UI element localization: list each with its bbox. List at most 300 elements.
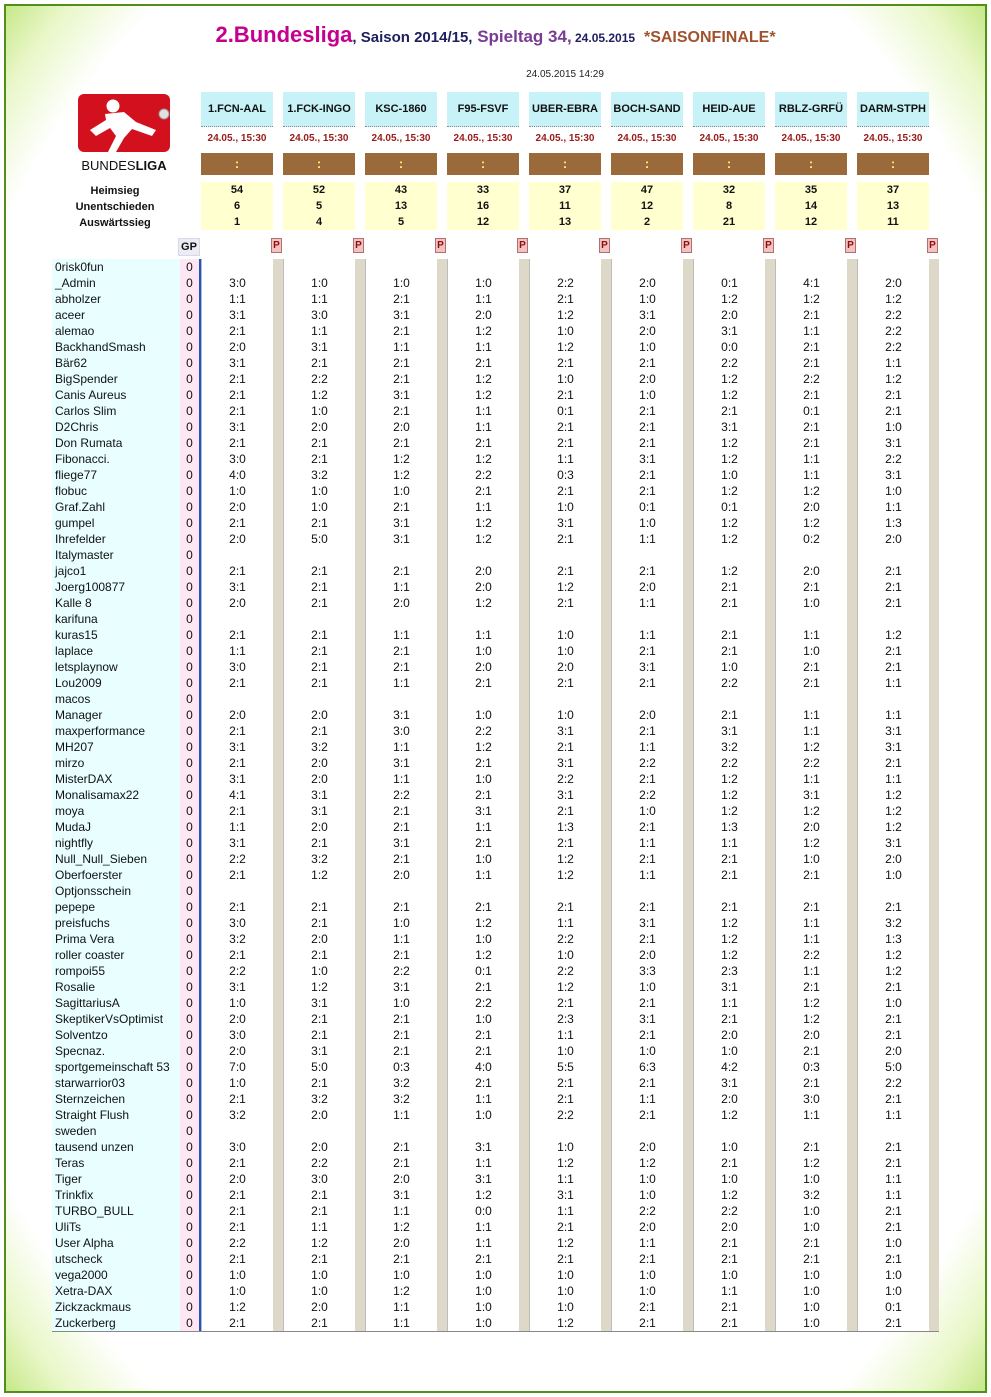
player-gp: 0: [186, 420, 193, 434]
tip-cell: 2:2: [229, 852, 246, 866]
player-name: Canis Aureus: [55, 388, 127, 402]
tip-cell: 2:1: [803, 1076, 820, 1090]
tip-cell: 2:1: [721, 1300, 738, 1314]
tip-cell: 1:2: [721, 948, 738, 962]
player-name: karifuna: [55, 612, 98, 626]
player-name: letsplaynow: [55, 660, 118, 674]
tip-cell: 2:1: [229, 404, 246, 418]
match-label[interactable]: HEID-AUE: [693, 92, 765, 127]
tip-cell: 2:2: [475, 724, 492, 738]
tip-cell: 2:1: [639, 1108, 656, 1122]
tip-cell: 1:2: [475, 596, 492, 610]
tip-cell: 1:2: [803, 1012, 820, 1026]
stat-label-home: Heimsieg: [90, 185, 140, 197]
points-button[interactable]: P: [927, 238, 938, 253]
player-name: rompoi55: [55, 964, 106, 978]
tip-cell: 2:1: [475, 788, 492, 802]
tip-cell: 2:1: [557, 900, 574, 914]
tip-cell: 2:1: [721, 628, 738, 642]
tip-cell: 1:0: [885, 1236, 902, 1250]
tip-cell: 2:2: [885, 308, 902, 322]
timestamp: 24.05.2015 14:29: [526, 69, 604, 80]
tip-cell: 0:1: [639, 500, 656, 514]
tip-cell: 2:0: [229, 708, 246, 722]
tip-cell: 3:0: [229, 916, 246, 930]
tip-cell: 0:3: [393, 1060, 410, 1074]
tip-cell: 2:1: [721, 708, 738, 722]
tip-cell: 2:1: [885, 404, 902, 418]
points-button[interactable]: P: [271, 238, 282, 253]
player-gp-column: [180, 259, 199, 1332]
player-gp: 0: [186, 708, 193, 722]
stat-label-away: Auswärtssieg: [79, 217, 151, 229]
tip-cell: 3:1: [229, 580, 246, 594]
player-name: vega2000: [55, 1268, 108, 1282]
tip-cell: 2:1: [803, 388, 820, 402]
match-draw-count: 13: [394, 200, 408, 212]
tip-cell: 2:1: [393, 324, 410, 338]
points-column-8: [929, 259, 939, 1332]
tip-cell: 1:0: [475, 644, 492, 658]
match-draw-count: 11: [559, 200, 571, 212]
tip-cell: 1:2: [721, 436, 738, 450]
tip-cell: [284, 883, 355, 899]
tip-cell: 1:3: [885, 516, 902, 530]
tip-cell: 1:1: [393, 772, 410, 786]
player-gp: 0: [186, 980, 193, 994]
tip-cell: 1:0: [639, 292, 656, 306]
tip-cell: 1:2: [721, 388, 738, 402]
tip-cell: 2:1: [885, 1092, 902, 1106]
tip-cell: 2:0: [229, 1172, 246, 1186]
tip-cell: [694, 691, 765, 707]
grid-bottom-border: [52, 1331, 939, 1332]
tip-cell: 2:1: [229, 756, 246, 770]
points-column-5: [683, 259, 693, 1332]
player-name: Fibonacci.: [55, 452, 110, 466]
tip-cell: 1:0: [475, 1108, 492, 1122]
tip-cell: 2:1: [475, 484, 492, 498]
tip-cell: 3:1: [721, 980, 738, 994]
tip-cell: 2:1: [229, 676, 246, 690]
tip-cell: [448, 691, 519, 707]
player-gp: 0: [186, 1188, 193, 1202]
match-draw-count: 14: [804, 200, 818, 212]
tip-cell: 2:2: [475, 468, 492, 482]
tip-cell: 2:1: [229, 1220, 246, 1234]
tip-cell: 1:2: [885, 628, 902, 642]
tip-cell: 4:2: [721, 1060, 738, 1074]
tip-cell: 2:0: [885, 276, 902, 290]
tip-cell: 1:0: [803, 1220, 820, 1234]
tip-cell: 2:1: [639, 468, 656, 482]
tip-cell: 1:2: [803, 484, 820, 498]
tip-cell: 3:1: [639, 660, 656, 674]
tip-cell: [776, 259, 847, 275]
tip-cell: [612, 691, 683, 707]
tip-cell: 1:1: [803, 708, 820, 722]
tip-cell: [694, 883, 765, 899]
tip-cell: 2:1: [311, 916, 328, 930]
tip-cell: 2:1: [639, 676, 656, 690]
tip-cell: 1:1: [475, 340, 492, 354]
match-away-count: 1: [233, 216, 241, 228]
tip-cell: 1:1: [803, 452, 820, 466]
gp-header: GP: [178, 238, 200, 256]
tip-cell: 0:1: [557, 404, 574, 418]
tip-cell: 2:2: [557, 276, 574, 290]
tip-cell: 2:1: [475, 836, 492, 850]
points-column-3: [519, 259, 529, 1332]
tip-cell: 2:2: [885, 1076, 902, 1090]
tip-cell: 1:0: [803, 852, 820, 866]
tip-cell: 2:0: [639, 948, 656, 962]
tip-cell: 2:3: [557, 1012, 574, 1026]
tip-cell: 2:1: [311, 1028, 328, 1042]
tip-cell: 2:0: [393, 1172, 410, 1186]
player-gp: 0: [186, 868, 193, 882]
tip-cell: 2:1: [721, 644, 738, 658]
tip-cell: 1:2: [475, 948, 492, 962]
tip-cell: 3:1: [803, 788, 820, 802]
tip-cell: 1:1: [475, 1220, 492, 1234]
tip-cell: 2:2: [885, 452, 902, 466]
player-name: UliTs: [55, 1220, 81, 1234]
tip-cell: 3:1: [311, 788, 328, 802]
tip-cell: 1:1: [475, 1156, 492, 1170]
match-home-count: 37: [558, 184, 572, 196]
tip-cell: 1:0: [639, 516, 656, 530]
points-button[interactable]: P: [599, 238, 610, 253]
tip-cell: 1:0: [885, 1268, 902, 1282]
tip-cell: [202, 883, 273, 899]
match-away-count: 4: [315, 216, 323, 228]
tip-cell: 2:1: [885, 1220, 902, 1234]
tip-cell: 2:1: [557, 436, 574, 450]
tip-cell: 1:0: [475, 852, 492, 866]
tip-cell: 1:2: [557, 868, 574, 882]
logo-text-bold: LIGA: [135, 158, 167, 173]
tip-cell: 2:1: [393, 852, 410, 866]
tip-cell: 1:0: [639, 1044, 656, 1058]
player-name: SkeptikerVsOptimist: [55, 1012, 164, 1026]
player-name: utscheck: [55, 1252, 103, 1266]
tip-cell: 2:1: [393, 644, 410, 658]
tip-cell: 2:2: [393, 788, 410, 802]
title-season: Saison 2014/15,: [360, 29, 473, 46]
points-button[interactable]: P: [517, 238, 528, 253]
points-button[interactable]: P: [681, 238, 692, 253]
tip-cell: 1:2: [557, 580, 574, 594]
tip-cell: 2:0: [311, 1140, 328, 1154]
tip-cell: 2:1: [803, 868, 820, 882]
tip-cell: [448, 547, 519, 563]
tip-cell: 0:3: [557, 468, 574, 482]
tip-cell: 2:1: [311, 596, 328, 610]
tips-grid: [201, 259, 939, 1332]
match-away-count: 12: [804, 216, 818, 228]
player-name: Sternzeichen: [55, 1092, 126, 1106]
tip-cell: 2:1: [229, 324, 246, 338]
points-button[interactable]: P: [845, 238, 856, 253]
match-label[interactable]: 1.FCN-AAL: [201, 92, 273, 127]
tip-cell: 2:1: [639, 484, 656, 498]
tip-cell: 3:2: [393, 1092, 410, 1106]
tip-cell: 2:1: [803, 900, 820, 914]
player-gp: 0: [186, 308, 193, 322]
tip-cell: 2:1: [311, 564, 328, 578]
tip-cell: 1:0: [803, 1172, 820, 1186]
tip-cell: 2:1: [557, 420, 574, 434]
match-label[interactable]: RBLZ-GRFÜ: [775, 92, 847, 127]
player-name: Zuckerberg: [55, 1316, 116, 1330]
tip-cell: [776, 691, 847, 707]
points-button[interactable]: P: [435, 238, 446, 253]
player-gp: 0: [186, 996, 193, 1010]
tip-cell: 1:1: [639, 1236, 656, 1250]
tips-column-3: [447, 259, 519, 1332]
match-label[interactable]: DARM-STPH: [857, 92, 929, 127]
tip-cell: 2:1: [311, 836, 328, 850]
tip-cell: 2:1: [475, 356, 492, 370]
player-name: aceer: [55, 308, 86, 322]
tip-cell: [694, 547, 765, 563]
tip-cell: 2:2: [393, 964, 410, 978]
match-datetime: 24.05., 15:30: [775, 128, 847, 150]
tip-cell: 2:0: [229, 1012, 246, 1026]
tip-cell: 2:0: [311, 772, 328, 786]
tip-cell: 1:2: [885, 372, 902, 386]
player-name: Oberfoerster: [55, 868, 123, 882]
player-name: Lou2009: [55, 676, 102, 690]
tip-cell: 0:1: [721, 276, 738, 290]
tip-cell: 2:1: [311, 436, 328, 450]
tip-cell: 2:1: [639, 724, 656, 738]
tip-cell: 6:3: [639, 1060, 656, 1074]
tip-cell: 3:1: [885, 436, 902, 450]
tip-cell: 2:1: [803, 356, 820, 370]
player-gp: 0: [186, 644, 193, 658]
tip-cell: 2:1: [475, 1252, 492, 1266]
tip-cell: 1:1: [803, 324, 820, 338]
tip-cell: 1:2: [311, 980, 328, 994]
match-away-count: 21: [722, 216, 736, 228]
tip-cell: 1:2: [311, 868, 328, 882]
tip-cell: 2:1: [229, 564, 246, 578]
tip-cell: 1:1: [393, 1204, 410, 1218]
tip-cell: 1:0: [803, 596, 820, 610]
title-final: *SAISONFINALE*: [635, 29, 776, 46]
tip-cell: 2:2: [885, 324, 902, 338]
tip-cell: 2:1: [885, 660, 902, 674]
tip-cell: 1:0: [393, 916, 410, 930]
tip-cell: 3:1: [475, 804, 492, 818]
tip-cell: 2:1: [229, 436, 246, 450]
tip-cell: 3:1: [639, 452, 656, 466]
tip-cell: 3:1: [229, 356, 246, 370]
tip-cell: 1:1: [229, 292, 246, 306]
match-stats: [693, 182, 765, 230]
player-gp: 0: [186, 788, 193, 802]
tip-cell: 2:1: [229, 628, 246, 642]
player-name: starwarrior03: [55, 1076, 126, 1090]
player-gp: 0: [186, 884, 193, 898]
tips-column-1: [283, 259, 355, 1332]
player-name: Trinkfix: [55, 1188, 94, 1202]
player-name: Prima Vera: [55, 932, 115, 946]
match-stats: [857, 182, 929, 230]
player-gp: 0: [186, 1092, 193, 1106]
player-name: Kalle 8: [55, 596, 92, 610]
tip-cell: 1:0: [475, 772, 492, 786]
title-league: 2.Bundesliga: [215, 22, 353, 47]
player-name: nightfly: [55, 836, 94, 850]
player-gp: 0: [186, 1284, 193, 1298]
player-gp: 0: [186, 1220, 193, 1234]
points-column-4: [601, 259, 611, 1332]
player-name: Tiger: [55, 1172, 82, 1186]
tip-cell: 1:1: [475, 292, 492, 306]
tip-cell: 0:1: [475, 964, 492, 978]
player-gp: 0: [186, 404, 193, 418]
tip-cell: 1:1: [393, 580, 410, 594]
tip-cell: 1:1: [475, 420, 492, 434]
player-name: SagittariusA: [55, 996, 120, 1010]
tip-cell: 2:1: [803, 1236, 820, 1250]
tip-cell: 0:1: [721, 500, 738, 514]
match-home-count: 32: [722, 184, 736, 196]
player-name: moya: [55, 804, 85, 818]
stat-label-draw: Unentschieden: [75, 201, 155, 213]
tip-cell: 2:1: [311, 1204, 328, 1218]
match-label[interactable]: BOCH-SAND: [611, 92, 683, 127]
points-button[interactable]: P: [763, 238, 774, 253]
tip-cell: 1:0: [721, 660, 738, 674]
tip-cell: 2:1: [721, 1012, 738, 1026]
tip-cell: 1:2: [721, 292, 738, 306]
player-gp: 0: [186, 804, 193, 818]
player-name: MudaJ: [55, 820, 92, 834]
tip-cell: 1:0: [557, 708, 574, 722]
tip-cell: 2:1: [557, 1252, 574, 1266]
tip-cell: 2:0: [721, 308, 738, 322]
tip-cell: [694, 259, 765, 275]
tip-cell: 2:0: [475, 308, 492, 322]
tip-cell: 2:1: [475, 756, 492, 770]
tip-cell: 2:0: [229, 1044, 246, 1058]
tip-cell: 2:1: [557, 1076, 574, 1090]
tip-cell: 2:0: [229, 500, 246, 514]
tip-cell: 1:1: [475, 868, 492, 882]
tip-cell: 1:2: [803, 836, 820, 850]
tip-cell: 2:0: [393, 1236, 410, 1250]
tip-cell: 3:2: [311, 852, 328, 866]
tip-cell: 1:1: [639, 836, 656, 850]
match-score: :: [857, 153, 929, 175]
tip-cell: 3:2: [229, 932, 246, 946]
tip-cell: 3:1: [721, 420, 738, 434]
player-gp: 0: [186, 724, 193, 738]
tip-cell: 2:0: [311, 756, 328, 770]
tip-cell: 1:0: [639, 340, 656, 354]
match-label[interactable]: UBER-EBRA: [529, 92, 601, 127]
points-button[interactable]: P: [353, 238, 364, 253]
player-gp: 0: [186, 612, 193, 626]
tip-cell: 1:2: [885, 948, 902, 962]
tip-cell: 1:2: [803, 740, 820, 754]
tip-cell: [366, 883, 437, 899]
match-label[interactable]: F95-FSVF: [447, 92, 519, 127]
tip-cell: 1:0: [557, 1300, 574, 1314]
tip-cell: 5:5: [557, 1060, 574, 1074]
tip-cell: 1:0: [557, 1044, 574, 1058]
tip-cell: [530, 547, 601, 563]
match-away-count: 5: [397, 216, 405, 228]
match-draw-count: 13: [886, 200, 900, 212]
tip-cell: 2:0: [885, 532, 902, 546]
tip-cell: 2:1: [721, 1236, 738, 1250]
tip-cell: 2:0: [885, 1044, 902, 1058]
points-column-1: [355, 259, 365, 1332]
tip-cell: 2:1: [311, 660, 328, 674]
tip-cell: 2:1: [803, 580, 820, 594]
match-score: :: [447, 153, 519, 175]
tip-cell: 2:1: [639, 900, 656, 914]
player-name: macos: [55, 692, 91, 706]
tip-cell: [776, 1123, 847, 1139]
tip-cell: 3:1: [721, 324, 738, 338]
player-gp: 0: [186, 324, 193, 338]
player-name: maxperformance: [55, 724, 146, 738]
match-score: :: [693, 153, 765, 175]
match-datetime: 24.05., 15:30: [529, 128, 601, 150]
tip-cell: 2:1: [393, 356, 410, 370]
tip-cell: 2:1: [229, 1252, 246, 1266]
player-gp: 0: [186, 1236, 193, 1250]
tip-cell: 2:1: [885, 1316, 902, 1330]
tip-cell: 2:1: [311, 580, 328, 594]
tip-cell: 3:2: [311, 740, 328, 754]
tip-cell: 1:1: [311, 324, 328, 338]
tips-column-5: [611, 259, 683, 1332]
tip-cell: 2:1: [885, 1252, 902, 1266]
tip-cell: 2:1: [639, 1252, 656, 1266]
tip-cell: 1:0: [475, 1300, 492, 1314]
tip-cell: 2:1: [721, 580, 738, 594]
tip-cell: 1:1: [885, 356, 902, 370]
match-label[interactable]: 1.FCK-INGO: [283, 92, 355, 127]
tip-cell: 2:1: [721, 1156, 738, 1170]
tip-cell: 2:1: [885, 1140, 902, 1154]
tip-cell: 1:0: [557, 1268, 574, 1282]
tip-cell: 2:1: [885, 1156, 902, 1170]
tip-cell: 2:0: [393, 596, 410, 610]
tip-cell: 1:0: [557, 372, 574, 386]
player-name: Graf.Zahl: [55, 500, 106, 514]
tip-cell: 1:1: [885, 1172, 902, 1186]
tip-cell: 3:0: [311, 308, 328, 322]
tip-cell: 2:1: [311, 724, 328, 738]
tip-cell: 2:0: [639, 324, 656, 338]
tip-cell: 1:0: [885, 420, 902, 434]
tip-cell: 3:1: [639, 1012, 656, 1026]
tip-cell: 3:1: [475, 1140, 492, 1154]
match-label[interactable]: KSC-1860: [365, 92, 437, 127]
player-gp: 0: [186, 468, 193, 482]
tip-cell: 1:0: [311, 964, 328, 978]
tip-cell: 2:2: [229, 1236, 246, 1250]
tip-cell: [612, 1123, 683, 1139]
